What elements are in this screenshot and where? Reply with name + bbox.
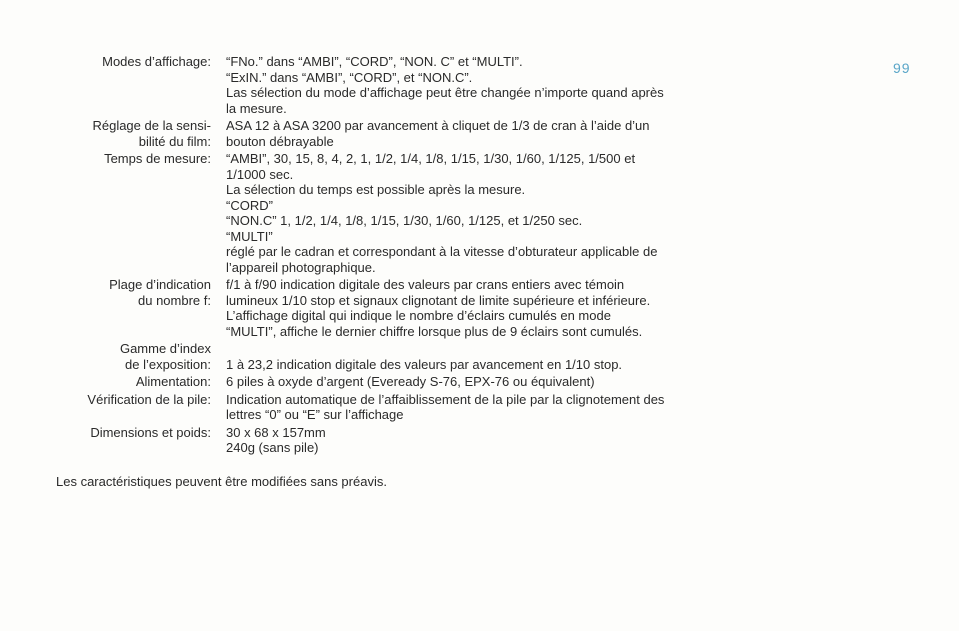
- spec-row: [0, 392, 959, 423]
- spec-label-line: Dimensions et poids:: [90, 424, 211, 440]
- spec-value: [226, 341, 766, 372]
- spec-label: [0, 341, 211, 372]
- spec-label: [0, 374, 211, 390]
- spec-value-line: 6 piles à oxyde d’argent (Eveready S-76, EPX-76 ou équivalent): [226, 374, 595, 389]
- spec-value-line: “ExIN.” dans “AMBI”, “CORD”, et “NON.C”.: [226, 69, 473, 85]
- spec-row: [0, 151, 959, 275]
- spec-value-line: 240g (sans pile): [226, 440, 319, 455]
- spec-value-line: “NON.C” 1, 1/2, 1/4, 1/8, 1/15, 1/30, 1/60, 1/125, et 1/250 sec.: [226, 213, 583, 228]
- specifications-list: [0, 54, 959, 458]
- spec-value-line: L’affichage digital qui indique le nombre d’éclairs cumulés en mode: [226, 308, 611, 323]
- spec-label: [0, 392, 211, 408]
- spec-value-line: “MULTI”: [226, 228, 273, 244]
- spec-value: [226, 277, 766, 339]
- spec-label-line: Temps de mesure:: [104, 151, 211, 166]
- spec-label-line: du nombre f:: [138, 292, 211, 308]
- spec-row: [0, 425, 959, 456]
- spec-value: [226, 392, 766, 423]
- spec-value-line: f/1 à f/90 indication digitale des valeurs par crans entiers avec témoin: [226, 277, 625, 292]
- spec-value: [226, 118, 766, 149]
- spec-row: [0, 54, 959, 116]
- spec-row: [0, 374, 959, 390]
- spec-label: [0, 151, 211, 167]
- spec-value: [226, 54, 766, 116]
- spec-value-line: lumineux 1/10 stop et signaux clignotant de limite supérieure et inférieure.: [226, 292, 651, 308]
- spec-value-line: Indication automatique de l’affaiblissement de la pile par la clignotement des: [226, 391, 665, 407]
- spec-label-line: bilité du film:: [138, 133, 211, 149]
- spec-value-line: [226, 341, 766, 357]
- spec-value-line: ASA 12 à ASA 3200 par avancement à cliquet de 1/3 de cran à l’aide d’un: [226, 118, 650, 133]
- spec-value-line: La sélection du temps est possible après la mesure.: [226, 182, 526, 197]
- spec-label-line: Gamme d’index: [119, 341, 211, 356]
- spec-row: [0, 277, 959, 339]
- spec-label: [0, 118, 211, 149]
- spec-value: [226, 425, 766, 456]
- spec-value-line: lettres “0” ou “E” sur l’affichage: [226, 407, 404, 422]
- spec-value-line: réglé par le cadran et correspondant à la vitesse d’obturateur applicable de: [226, 244, 658, 259]
- spec-label-line: Alimentation:: [135, 374, 211, 389]
- row-gap: [0, 456, 959, 458]
- spec-value-line: bouton débrayable: [226, 133, 334, 149]
- spec-label: [0, 54, 211, 70]
- spec-label: [0, 277, 211, 308]
- spec-value-line: “FNo.” dans “AMBI”, “CORD”, “NON. C” et “MULTI”.: [226, 54, 523, 69]
- spec-value: [226, 151, 766, 275]
- spec-value-line: “AMBI”, 30, 15, 8, 4, 2, 1, 1/2, 1/4, 1/8, 1/15, 1/30, 1/60, 1/125, 1/500 et: [226, 151, 636, 166]
- spec-value-line: 1/1000 sec.: [226, 166, 294, 182]
- spec-label-line: Modes d’affichage:: [102, 54, 211, 69]
- spec-row: [0, 341, 959, 372]
- spec-value-line: 30 x 68 x 157mm: [226, 424, 326, 440]
- spec-value-line: l’appareil photographique.: [226, 259, 376, 275]
- spec-value-line: la mesure.: [226, 100, 287, 116]
- spec-label-line: de l’exposition:: [125, 356, 211, 372]
- spec-value-line: Las sélection du mode d’affichage peut être changée n’importe quand après: [226, 85, 664, 100]
- page-number: 99: [893, 60, 911, 76]
- spec-label-line: Vérification de la pile:: [87, 391, 211, 407]
- footer-note: Les caractéristiques peuvent être modifiées sans préavis.: [56, 474, 387, 489]
- spec-label-line: Réglage de la sensi-: [92, 118, 211, 133]
- spec-value: [226, 374, 766, 390]
- spec-row: [0, 118, 959, 149]
- spec-label-line: Plage d’indication: [109, 277, 211, 292]
- spec-value-line: “MULTI”, affiche le dernier chiffre lorsque plus de 9 éclairs sont cumulés.: [226, 323, 643, 339]
- spec-value-line: 1 à 23,2 indication digitale des valeurs par avancement en 1/10 stop.: [226, 356, 623, 372]
- spec-label: [0, 425, 211, 441]
- spec-value-line: “CORD”: [226, 197, 273, 213]
